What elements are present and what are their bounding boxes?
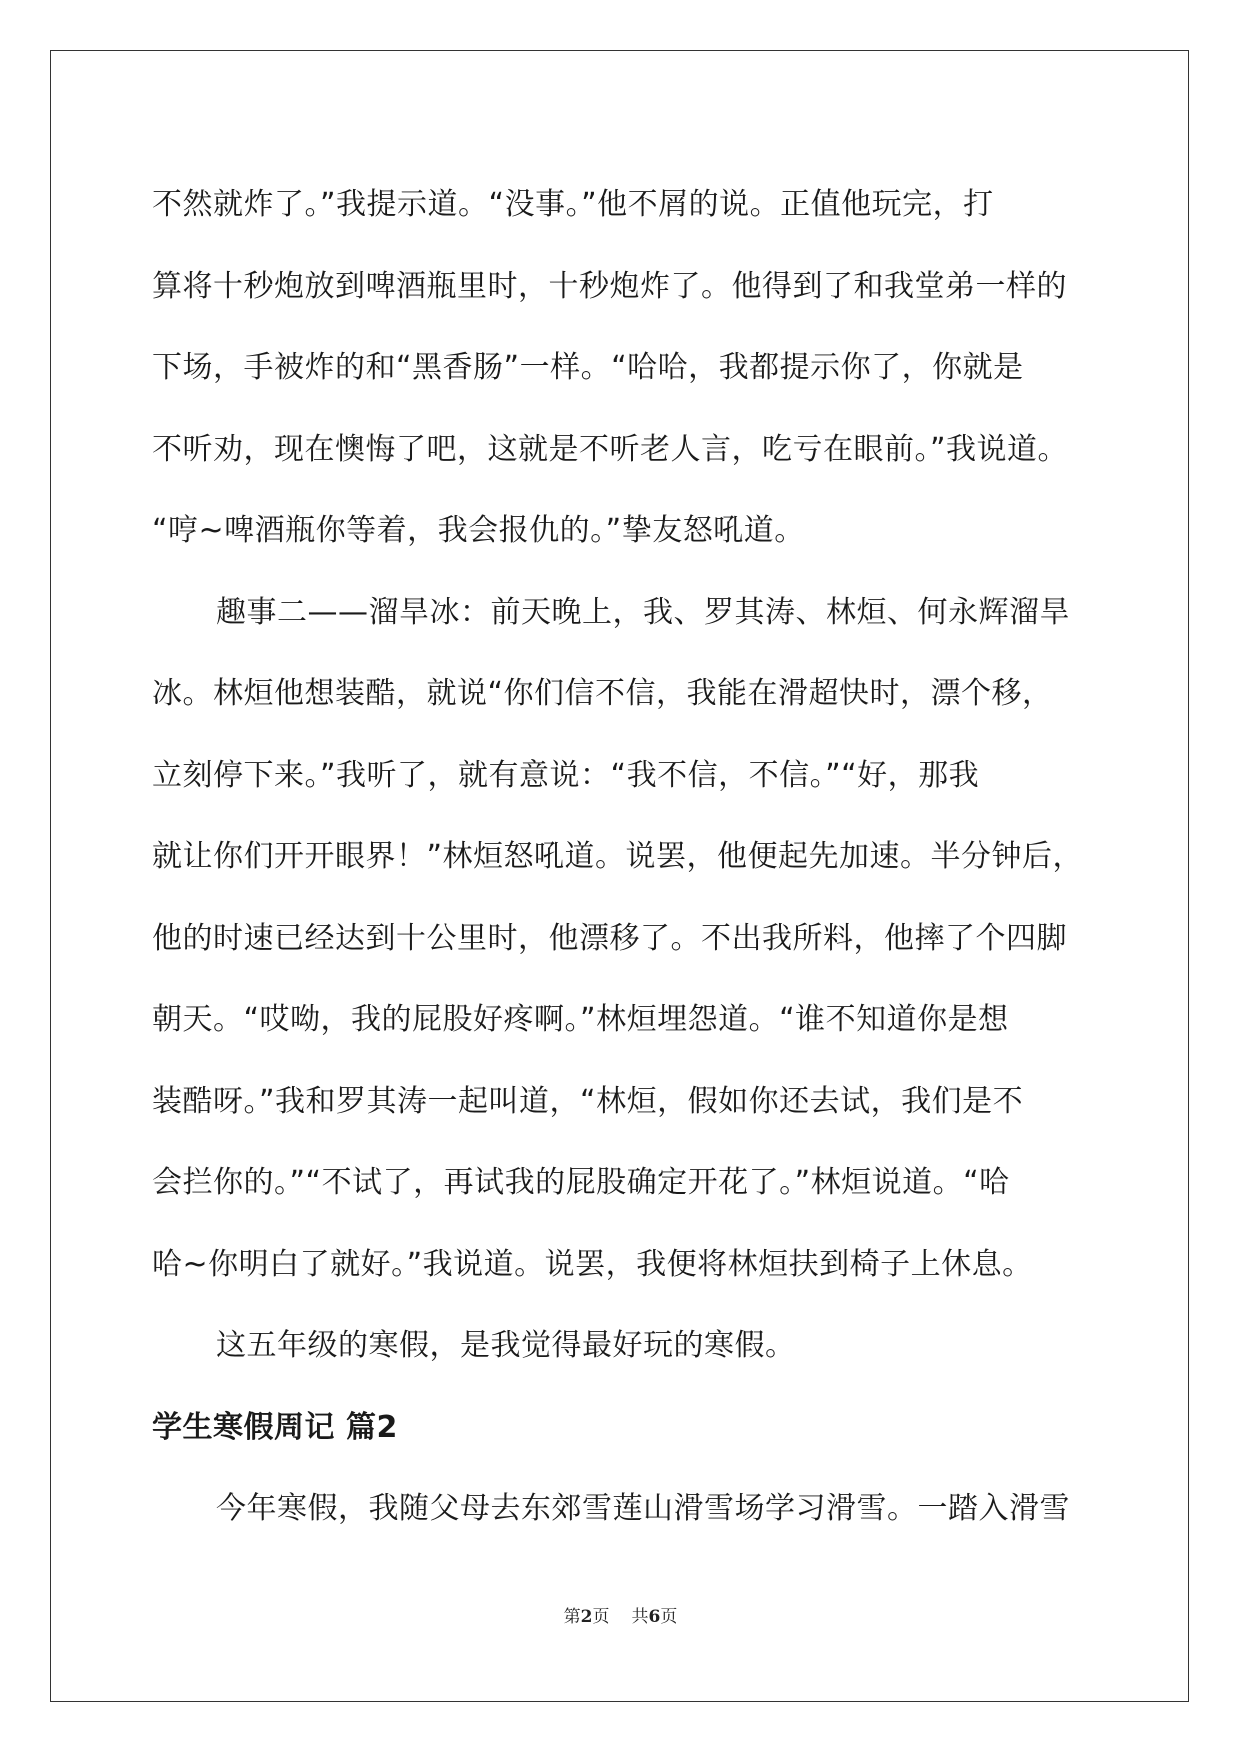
text-line: 今年寒假，我随父母去东郊雪莲山滑雪场学习滑雪。一踏入滑雪 [216, 1491, 1070, 1526]
text-line: 立刻停下来。”我听了，就有意说：“我不信，不信。”“好，那我 [152, 757, 980, 793]
paragraph-1 [152, 164, 1118, 572]
page-footer [0, 1602, 1241, 1627]
text-line: 不听劝，现在懊悔了吧，这就是不听老人言，吃亏在眼前。”我说道。 [152, 431, 1069, 467]
section-heading: 学生寒假周记 篇2 [152, 1409, 398, 1445]
page-number: 2 [580, 1607, 593, 1627]
text-line: “哼~啤酒瓶你等着，我会报仇的。”挚友怒吼道。 [152, 513, 805, 548]
document-body [152, 164, 1118, 1550]
text-line: 趣事二——溜旱冰：前天晚上，我、罗其涛、林烜、何永辉溜旱 [216, 594, 1070, 630]
paragraph-2 [152, 572, 1118, 1306]
text-line: 装酷呀。”我和罗其涛一起叫道，“林烜，假如你还去试，我们是不 [152, 1083, 1024, 1119]
text-line: 会拦你的。”“不试了，再试我的屁股确定开花了。”林烜说道。“哈 [152, 1165, 1010, 1200]
text-line: 不然就炸了。”我提示道。“没事。”他不屑的说。正值他玩完，打 [152, 187, 994, 222]
page-prefix: 第 [563, 1607, 581, 1627]
text-line: 冰。林烜他想装酷，就说“你们信不信，我能在滑超快时，漂个移， [152, 676, 1053, 711]
text-line: 下场，手被炸的和“黑香肠”一样。“哈哈，我都提示你了，你就是 [152, 350, 1024, 385]
text-line: 他的时速已经达到十公里时，他漂移了。不出我所料，他摔了个四脚 [152, 920, 1067, 956]
text-line: 就让你们开开眼界！”林烜怒吼道。说罢，他便起先加速。半分钟后， [152, 839, 1084, 874]
text-line: 朝天。“哎呦，我的屁股好疼啊。”林烜埋怨道。“谁不知道你是想 [152, 1002, 1009, 1037]
paragraph-3 [152, 1305, 1118, 1387]
text-line: 哈~你明白了就好。”我说道。说罢，我便将林烜扶到椅子上休息。 [152, 1246, 1033, 1282]
total-prefix: 共 [631, 1607, 649, 1627]
total-pages: 6 [648, 1607, 661, 1627]
total-suffix: 页 [660, 1607, 678, 1627]
paragraph-4 [152, 1468, 1118, 1550]
text-line: 这五年级的寒假，是我觉得最好玩的寒假。 [216, 1328, 796, 1363]
page-suffix: 页 [592, 1607, 610, 1627]
text-line: 算将十秒炮放到啤酒瓶里时，十秒炮炸了。他得到了和我堂弟一样的 [152, 268, 1067, 304]
